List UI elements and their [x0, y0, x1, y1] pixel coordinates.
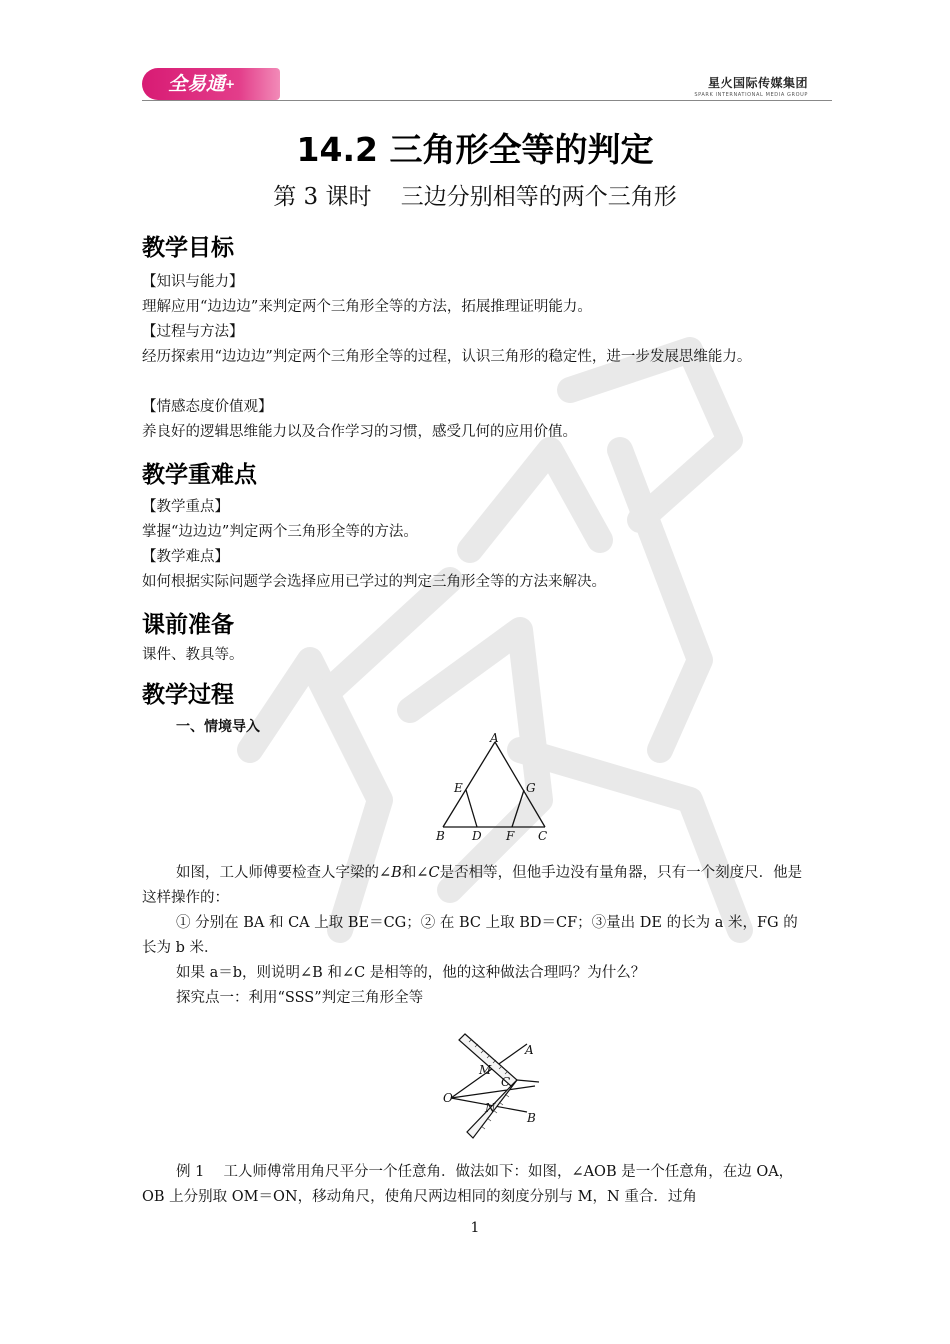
text-prep: 课件、教具等。: [142, 647, 244, 663]
label-M: M: [479, 1063, 492, 1077]
para-intro: [142, 861, 810, 911]
publisher-name-en: SPARK INTERNATIONAL MEDIA GROUP: [694, 92, 808, 98]
figure-angle-ruler: [435, 1028, 555, 1148]
label-focus: 【教学重点】: [142, 499, 229, 515]
text-difficulty: 如何根据实际问题学会选择应用已学过的判定三角形全等的方法来解决。: [142, 574, 606, 590]
label-O: O: [443, 1091, 453, 1105]
label-N: N: [485, 1101, 496, 1115]
label-G: G: [526, 781, 536, 795]
label-emotion: 【情感态度价值观】: [142, 399, 273, 415]
label-difficulty: 【教学难点】: [142, 549, 229, 565]
header-divider: [142, 100, 832, 101]
var-C: C: [428, 865, 440, 881]
para-intro-a: 如图，工人师傅要检查人字梁的∠: [176, 865, 392, 881]
var-B: B: [391, 865, 402, 881]
logo-star: +: [225, 77, 236, 91]
page-title: 14.2 三角形全等的判定: [296, 130, 654, 169]
publisher-block: [694, 74, 808, 98]
line-gf: [512, 790, 524, 827]
label-A2: A: [525, 1043, 534, 1057]
line-ed: [466, 790, 477, 827]
page-subtitle: 第 3 课时 三边分别相等的两个三角形: [273, 184, 677, 210]
line-ac: [495, 742, 545, 827]
para-example1: 例 1 工人师傅常用角尺平分一个任意角．做法如下：如图，∠AOB 是一个任意角，在边 OA，OB 上分别取 OM＝ON，移动角尺，使角尺两边相同的刻度分别与 M，N 重合．过角: [142, 1164, 794, 1205]
para-steps: ① 分别在 BA 和 CA 上取 BE＝CG；② 在 BC 上取 BD＝CF；③量出 DE 的长为 a 米，FG 的长为 b 米．: [142, 915, 798, 956]
label-C2: C: [501, 1075, 511, 1089]
heading-process: 教学过程: [142, 682, 234, 708]
subheading-intro: 一、情境导入: [176, 719, 260, 735]
label-process: 【过程与方法】: [142, 324, 244, 340]
heading-prep: 课前准备: [142, 612, 234, 638]
label-B: B: [436, 829, 445, 843]
label-knowledge: 【知识与能力】: [142, 274, 244, 290]
para-explore: 探究点一：利用“SSS”判定三角形全等: [176, 990, 424, 1006]
text-process: 经历探索用“边边边”判定两个三角形全等的过程，认识三角形的稳定性，进一步发展思维能力。: [142, 349, 752, 365]
ruler-tick: [517, 1080, 539, 1082]
para-intro-c: 是否相等，但他手边没有量角器，只有一个刻度尺．他是这样操作的：: [142, 865, 803, 906]
label-E: E: [454, 781, 463, 795]
label-D: D: [472, 829, 482, 843]
heading-goals: 教学目标: [142, 235, 234, 261]
figure-truss: [420, 730, 560, 845]
logo-text: 全易通: [168, 73, 226, 95]
heading-keypoints: 教学重难点: [142, 462, 257, 488]
page-number: 1: [470, 1220, 480, 1236]
bisector-oc: [451, 1086, 535, 1098]
label-A: A: [490, 731, 499, 745]
brand-logo: [142, 68, 280, 100]
label-C: C: [538, 829, 548, 843]
text-focus: 掌握“边边边”判定两个三角形全等的方法。: [142, 524, 418, 540]
text-knowledge: 理解应用“边边边”来判定两个三角形全等的方法，拓展推理证明能力。: [142, 299, 592, 315]
para-question: 如果 a＝b，则说明∠B 和∠C 是相等的，他的这种做法合理吗？为什么？: [176, 965, 646, 981]
label-F: F: [506, 829, 515, 843]
publisher-name: 星火国际传媒集团: [707, 76, 808, 90]
line-ab: [443, 742, 495, 827]
label-B2: B: [527, 1111, 536, 1125]
para-intro-b: 和∠: [401, 865, 429, 881]
text-emotion: 养良好的逻辑思维能力以及合作学习的习惯，感受几何的应用价值。: [142, 424, 577, 440]
